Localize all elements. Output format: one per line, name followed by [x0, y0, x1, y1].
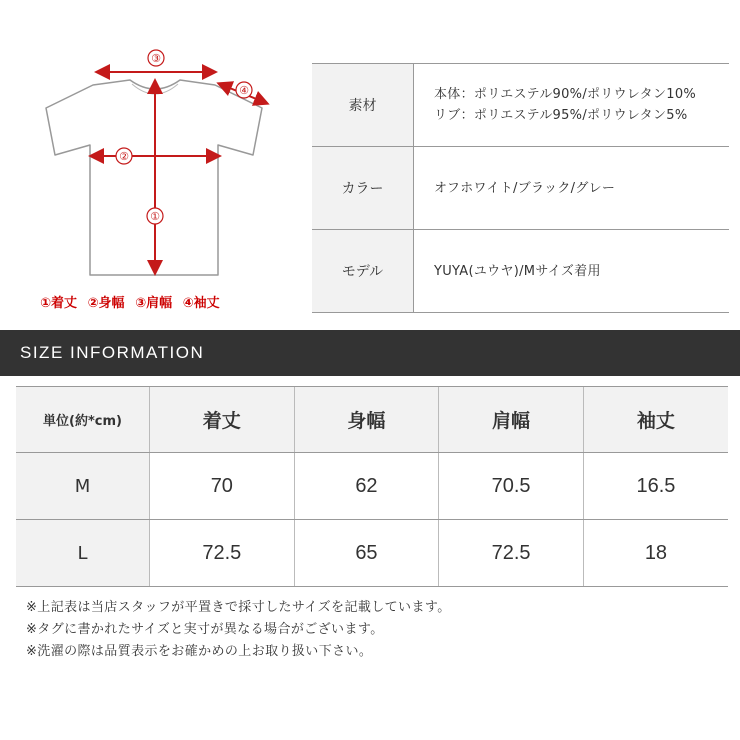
header-width: 身幅 [294, 387, 439, 453]
product-spec-table [312, 63, 729, 313]
table-row [16, 520, 728, 587]
legend-shoulder: ③肩幅 [135, 296, 173, 311]
tshirt-diagram [0, 0, 300, 320]
note-line: ※タグに書かれたサイズと実寸が異なる場合がございます。 [26, 622, 384, 637]
table-cell: 72.5 [150, 520, 295, 587]
marker-width: ② [119, 150, 129, 163]
legend-length: ①着丈 [40, 296, 78, 311]
table-row [16, 453, 728, 520]
tshirt-outline [0, 0, 300, 300]
spec-value-material [414, 64, 729, 146]
spec-label-material: 素材 [312, 64, 414, 146]
header-sleeve: 袖丈 [583, 387, 728, 453]
table-cell: 72.5 [439, 520, 584, 587]
spec-material-body: 本体：ポリエステル90%/ポリウレタン10% [434, 87, 697, 102]
spec-color-list: オフホワイト/ブラック/グレー [434, 180, 616, 196]
table-cell: 65 [294, 520, 439, 587]
spec-material-rib: リブ：ポリエステル95%/ポリウレタン5% [434, 108, 688, 123]
spec-row-model [312, 229, 729, 313]
marker-sleeve: ④ [239, 84, 249, 97]
spec-model-info: YUYA(ユウヤ)/Mサイズ着用 [434, 263, 601, 279]
size-table-header-row [16, 387, 728, 453]
marker-length: ① [150, 210, 160, 223]
size-label: L [16, 520, 150, 587]
size-information-banner [0, 330, 740, 376]
header-length: 着丈 [150, 387, 295, 453]
size-table [16, 386, 728, 587]
spec-value-model [414, 230, 729, 312]
unit-label: 単位(約*cm) [16, 387, 150, 453]
table-cell: 18 [583, 520, 728, 587]
legend-sleeve: ④袖丈 [182, 296, 220, 311]
size-label: M [16, 453, 150, 520]
note-line: ※洗濯の際は品質表示をお確かめの上お取り扱い下さい。 [26, 644, 373, 659]
table-cell: 16.5 [583, 453, 728, 520]
spec-value-color [414, 147, 729, 229]
legend-width: ②身幅 [87, 296, 125, 311]
spec-row-material [312, 63, 729, 146]
marker-shoulder: ③ [151, 52, 161, 65]
table-cell: 62 [294, 453, 439, 520]
table-cell: 70.5 [439, 453, 584, 520]
measurement-legend [40, 292, 290, 311]
note-line: ※上記表は当店スタッフが平置きで採寸したサイズを記載しています。 [26, 600, 451, 615]
table-cell: 70 [150, 453, 295, 520]
spec-label-model: モデル [312, 230, 414, 312]
spec-label-color: カラー [312, 147, 414, 229]
size-notes [26, 597, 726, 663]
banner-title: SIZE INFORMATION [20, 343, 205, 362]
spec-row-color [312, 146, 729, 229]
header-shoulder: 肩幅 [439, 387, 584, 453]
